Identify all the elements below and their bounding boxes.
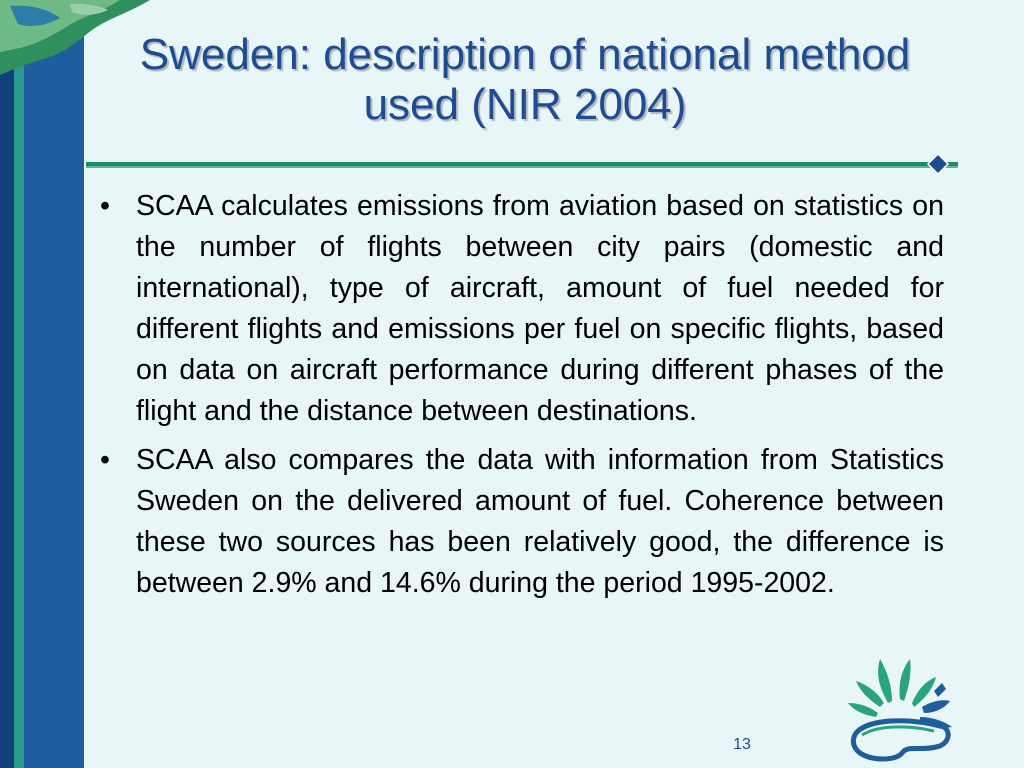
band-stripe-blue: [0, 0, 14, 768]
bullet-text: SCAA also compares the data with information from Statistics Sweden on the delivered amount of fuel. Coherence between these two sources has been relatively good, the difference is between 2.9% and 14.6% during the period 1995-2002.: [136, 444, 944, 599]
band-stripe-teal: [14, 0, 24, 768]
bullet-marker: •: [100, 190, 110, 222]
bullet-item-1: [96, 186, 944, 432]
title-rule: [86, 152, 958, 174]
band-stripe-mid: [24, 0, 84, 768]
bullet-marker: •: [100, 444, 110, 476]
bullet-text: SCAA calculates emissions from aviation based on statistics on the number of flights between city pairs (domestic and international), type of aircraft, amount of fuel needed for different flights and emissions per fuel on specific flights, based on data on aircraft performance during different phases of the flight and the distance between destinations.: [136, 190, 944, 427]
diamond-icon: [928, 154, 948, 174]
left-decorative-band: [0, 0, 84, 768]
bullet-list: [96, 186, 944, 612]
bullet-item-2: [96, 440, 944, 604]
page-number: 13: [733, 736, 751, 753]
leaf-sun-logo-icon: [848, 655, 958, 765]
slide-title: Sweden: description of national method used (NIR 2004): [139, 30, 911, 129]
